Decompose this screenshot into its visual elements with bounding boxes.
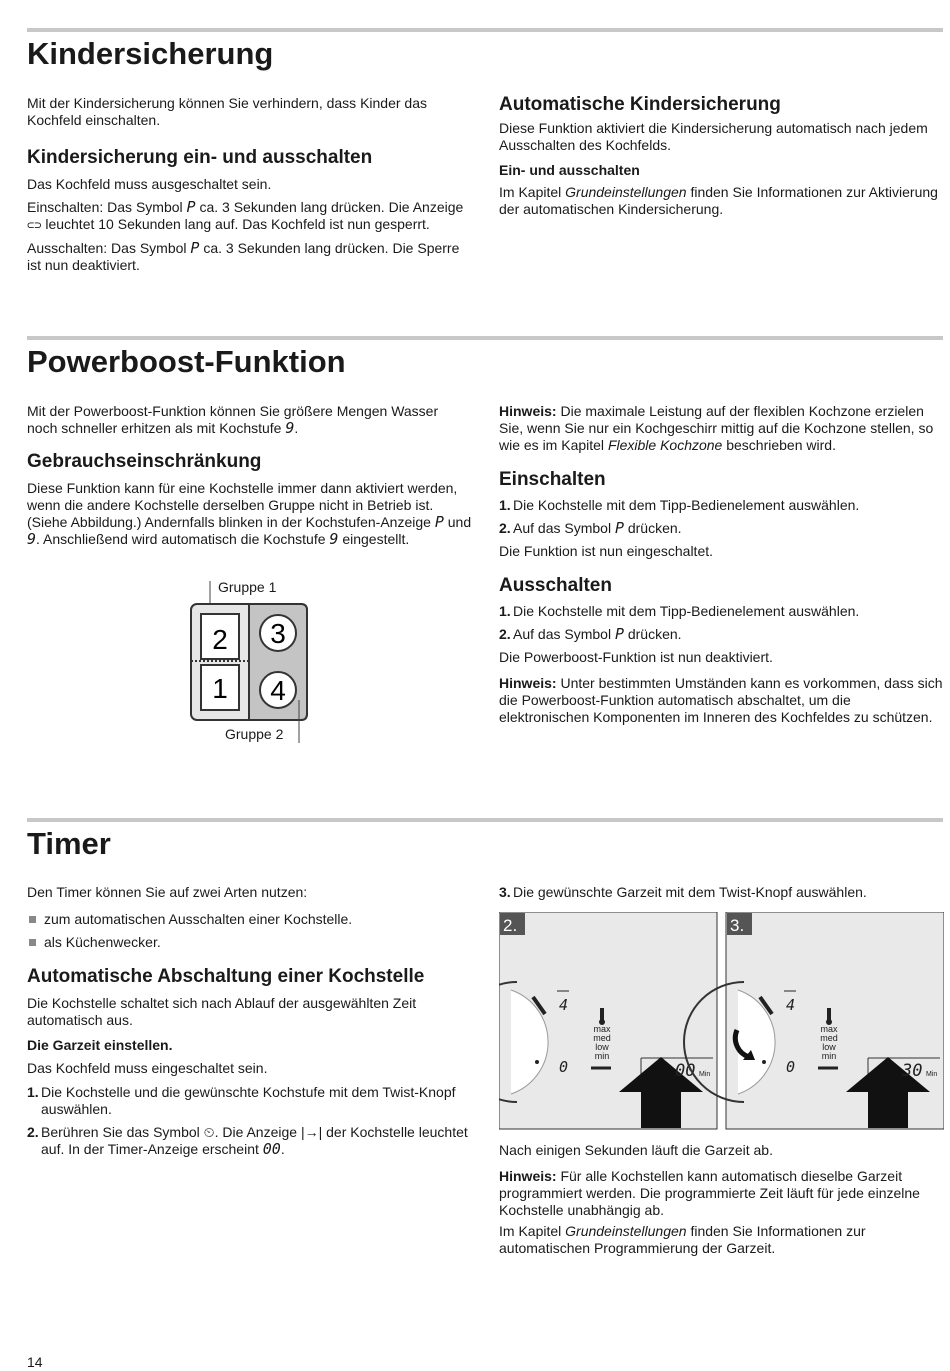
panel-step-label: 2. — [503, 916, 518, 935]
zone-label: 3 — [270, 618, 286, 649]
nine-symbol: 9 — [285, 419, 295, 437]
timer-after: Nach einigen Sekunden läuft die Garzeit ab. — [499, 1142, 773, 1158]
section-rule — [27, 818, 943, 822]
power-restriction-text: Diese Funktion kann für eine Kochstelle immer dann aktiviert werden, wenn die andere Kochstelle derselben Gruppe nicht in Betrieb ist. (Siehe Abbildung.) Andernfalls blinken in der Kochstufen-Anzeige P und 9. Anschließend wird automatisch die Kochstufe 9 eingestellt. — [27, 480, 472, 548]
timer-sub2: Die Garzeit einstellen. — [27, 1037, 173, 1053]
list-item: als Küchenwecker. — [27, 934, 472, 951]
timer-right-bottom — [499, 1142, 944, 1263]
power-hinweis-2: Hinweis: Unter bestimmten Umständen kann es vorkommen, dass sich die Powerboost-Funktion automatisch abschaltet, um die elektronischen Komponenten im Inneren des Kochfeldes zu schützen. — [499, 675, 943, 725]
zone-label: 2 — [212, 624, 228, 655]
p-symbol: P — [614, 625, 624, 643]
step-2: 2. Berühren Sie das Symbol ⏲. Die Anzeige |→| der Kochstelle leuchtet auf. In der Timer-Anzeige erscheint 00. — [27, 1124, 468, 1158]
cooktop-group-diagram — [185, 575, 315, 745]
page-title-timer: Timer — [27, 826, 111, 861]
section-rule — [27, 336, 943, 340]
timer-bar-icon: |→| — [300, 1124, 323, 1140]
ausschalten-title: Ausschalten — [499, 575, 612, 596]
kinder-p2: Einschalten: Das Symbol P ca. 3 Sekunden lang drücken. Die Anzeige ⊂⊃ leuchtet 10 Sekunden lang auf. Das Kochfeld ist nun gesperrt. — [27, 198, 464, 232]
group2-label: Gruppe 2 — [225, 726, 284, 742]
page-title-kindersicherung: Kindersicherung — [27, 36, 274, 71]
kinder-sub-title: Kindersicherung ein- und ausschalten — [27, 147, 373, 168]
panel-step-label: 3. — [730, 916, 745, 935]
timer-sub-title: Automatische Abschaltung einer Kochstelle — [27, 966, 425, 987]
timer-right-column — [499, 884, 944, 907]
step-2: 2. Auf das Symbol P drücken. — [499, 519, 682, 537]
auto-kinder-text2: Im Kapitel Grundeinstellungen finden Sie Informationen zur Aktivierung der automatischen Kindersicherung. — [499, 184, 938, 217]
p-symbol: P — [186, 198, 196, 216]
kinder-left-column — [27, 95, 472, 280]
power-intro: Mit der Powerboost-Funktion können Sie größere Mengen Wasser noch schneller erhitzen als mit Kochstufe 9. — [27, 403, 439, 437]
group1-label: Gruppe 1 — [218, 579, 277, 595]
kinder-p1: Das Kochfeld muss ausgeschaltet sein. — [27, 176, 272, 192]
auto-kinder-sub: Ein- und ausschalten — [499, 162, 640, 178]
step-1: 1. Die Kochstelle mit dem Tipp-Bedienelement auswählen. — [499, 497, 860, 513]
timer-p1: Die Kochstelle schaltet sich nach Ablauf der ausgewählten Zeit automatisch aus. — [27, 995, 417, 1028]
timer-panel-step3 — [684, 912, 944, 1129]
timer-hinweis: Hinweis: Für alle Kochstellen kann automatisch dieselbe Garzeit programmiert werden. Die programmierte Zeit läuft für jede einzelne Kochstelle unabhängig ab. — [499, 1168, 920, 1218]
auto-kinder-text: Diese Funktion aktiviert die Kindersicherung automatisch nach jedem Ausschalten des Kochfelds. — [499, 120, 928, 153]
timer-panel-step2 — [499, 912, 717, 1129]
auto-kinder-title: Automatische Kindersicherung — [499, 94, 781, 115]
kinder-p3: Ausschalten: Das Symbol P ca. 3 Sekunden lang drücken. Die Sperre ist nun deaktiviert. — [27, 239, 460, 273]
timer-intro: Den Timer können Sie auf zwei Arten nutzen: — [27, 884, 308, 900]
p-symbol: P — [614, 519, 624, 537]
timer-display: 30 — [902, 1061, 923, 1081]
power-sub-title: Gebrauchseinschränkung — [27, 451, 262, 472]
power-hinweis: Hinweis: Die maximale Leistung auf der flexiblen Kochzone erzielen Sie, wenn Sie nur ein Kochgeschirr mittig auf die Kochzone stellen, so wie es im Kapitel Flexible Kochzone beschrieben wird. — [499, 403, 934, 453]
ausschalten-result: Die Powerboost-Funktion ist nun deaktiviert. — [499, 649, 773, 665]
kinder-right-column — [499, 93, 944, 224]
power-left-column — [27, 403, 472, 554]
timer-last: Im Kapitel Grundeinstellungen finden Sie Informationen zur automatischen Programmierung der Garzeit. — [499, 1223, 866, 1256]
kinder-intro: Mit der Kindersicherung können Sie verhindern, dass Kinder das Kochfeld einschalten. — [27, 95, 428, 128]
timer-icon: ⏲ — [203, 1124, 215, 1140]
nine-symbol: 9 — [329, 530, 339, 548]
zero-display: 00 — [262, 1140, 281, 1158]
p-symbol: P — [190, 239, 200, 257]
step-1: 1. Die Kochstelle und die gewünschte Kochstufe mit dem Twist-Knopf auswählen. — [27, 1084, 456, 1117]
step-3: 3. Die gewünschte Garzeit mit dem Twist-Knopf auswählen. — [499, 884, 867, 900]
page-number: 14 — [27, 1354, 43, 1370]
p-symbol: P — [434, 513, 444, 531]
step-1: 1. Die Kochstelle mit dem Tipp-Bedienelement auswählen. — [499, 603, 860, 619]
zone-label: 1 — [212, 673, 228, 704]
einschalten-result: Die Funktion ist nun eingeschaltet. — [499, 543, 714, 559]
lock-icon: ⊂⊃ — [27, 218, 42, 232]
timer-display: 00 — [675, 1061, 696, 1081]
timer-p2: Das Kochfeld muss eingeschaltet sein. — [27, 1060, 268, 1076]
timer-left-column — [27, 884, 472, 1164]
einschalten-title: Einschalten — [499, 469, 606, 490]
zone-label: 4 — [270, 675, 286, 706]
timer-panels-figure — [499, 912, 944, 1130]
section-rule — [27, 28, 943, 32]
list-item: zum automatischen Ausschalten einer Kochstelle. — [27, 911, 472, 928]
nine-symbol: 9 — [27, 530, 37, 548]
step-2: 2. Auf das Symbol P drücken. — [499, 625, 682, 643]
page-title-powerboost: Powerboost-Funktion — [27, 344, 346, 379]
power-right-column — [499, 403, 944, 732]
